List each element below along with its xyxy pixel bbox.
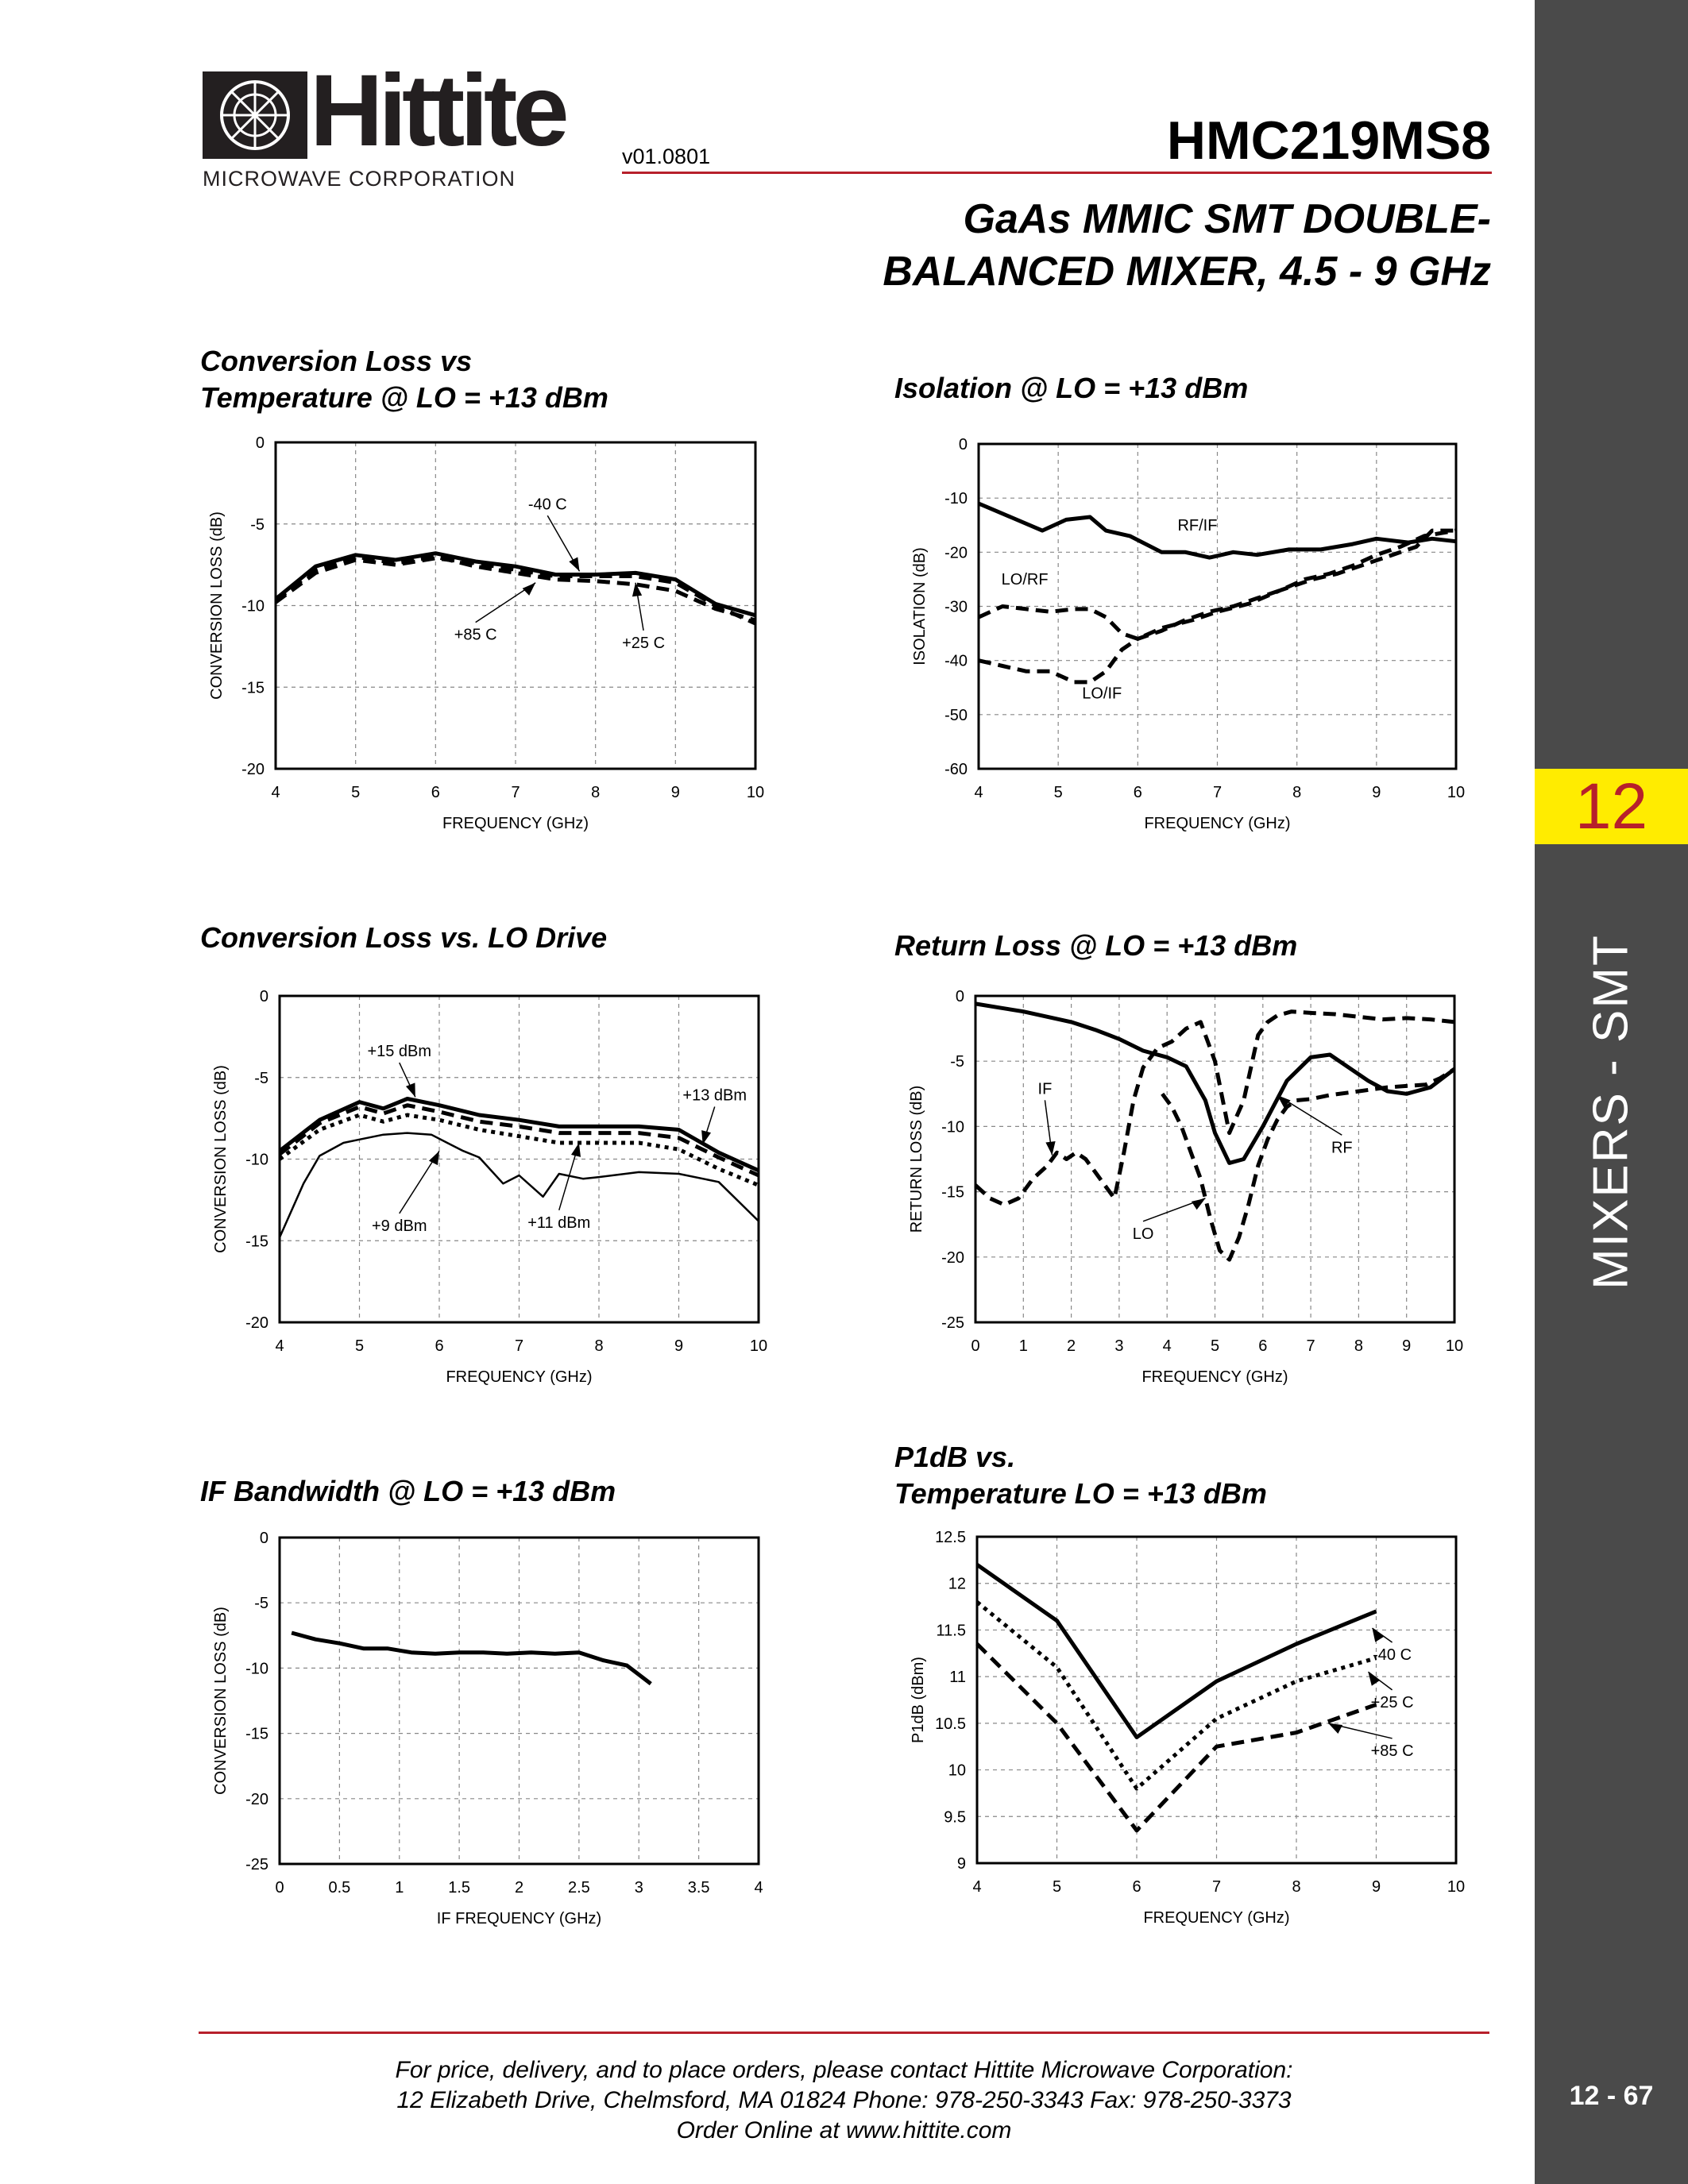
y-tick-label: 12 — [948, 1575, 966, 1593]
x-tick-label: 2 — [514, 1879, 524, 1897]
y-tick-label: 11.5 — [936, 1622, 966, 1640]
x-tick-label: 8 — [591, 784, 601, 801]
annotation-label: +11 dBm — [527, 1214, 591, 1232]
x-tick-label: 7 — [1212, 784, 1223, 801]
y-axis-label: CONVERSION LOSS (dB) — [212, 1607, 230, 1795]
x-tick-label: 2.5 — [567, 1879, 590, 1897]
annotation-label: +85 C — [454, 626, 497, 644]
annotation-arrowhead — [1372, 1628, 1383, 1642]
y-tick-label: -5 — [950, 1053, 964, 1071]
annotation-leader — [635, 583, 643, 631]
x-tick-label: 0.5 — [328, 1879, 351, 1897]
annotation-leader — [1143, 1198, 1205, 1221]
x-axis-label: FREQUENCY (GHz) — [1141, 1368, 1288, 1386]
annotation-arrowhead — [1277, 1095, 1291, 1108]
y-tick-label: 0 — [958, 436, 968, 453]
footer-rule — [199, 2032, 1489, 2034]
chart-5-title — [200, 1473, 616, 1510]
annotation-label: LO — [1132, 1225, 1154, 1243]
y-tick-label: 10.5 — [935, 1715, 966, 1733]
y-axis-label: CONVERSION LOSS (dB) — [208, 511, 226, 700]
annotation-leader — [400, 1063, 415, 1097]
x-tick-label: 6 — [431, 784, 440, 801]
y-tick-label: -20 — [944, 544, 968, 562]
annotation-leader — [559, 1143, 579, 1210]
y-tick-label: 11 — [949, 1669, 966, 1687]
c3-plot — [212, 988, 767, 1386]
x-axis-label: FREQUENCY (GHz) — [442, 815, 589, 832]
header-rule — [622, 172, 1492, 174]
y-tick-label: -15 — [245, 1725, 268, 1743]
series-line — [276, 557, 755, 620]
x-tick-label: 9 — [1402, 1337, 1412, 1355]
annotation-label: +25 C — [1370, 1693, 1414, 1711]
annotation-leader — [1372, 1628, 1392, 1642]
x-tick-label: 1.5 — [448, 1879, 471, 1897]
chart-6-title-line-1: P1dB vs. — [894, 1441, 1016, 1473]
x-tick-label: 8 — [1292, 1878, 1301, 1896]
x-tick-label: 4 — [1162, 1337, 1172, 1355]
annotation-leader — [1045, 1100, 1052, 1155]
series-line — [977, 1644, 1377, 1831]
annotation-label: -40 C — [1373, 1646, 1412, 1665]
y-tick-label: 0 — [259, 1530, 268, 1547]
x-tick-label: 5 — [351, 784, 361, 801]
annotation-label: LO/RF — [1001, 571, 1049, 589]
x-tick-label: 2 — [1067, 1337, 1076, 1355]
section-name — [1575, 934, 1647, 1290]
y-tick-label: -20 — [241, 761, 265, 778]
plot-frame — [977, 1537, 1456, 1863]
x-tick-label: 3.5 — [687, 1879, 710, 1897]
x-tick-label: 10 — [746, 784, 765, 801]
series-line — [979, 504, 1456, 558]
annotation-arrowhead — [1192, 1198, 1206, 1210]
x-tick-label: 6 — [1133, 784, 1142, 801]
annotation-arrowhead — [701, 1130, 711, 1144]
logo-subtitle: MICROWAVE CORPORATION — [203, 167, 516, 191]
x-tick-label: 8 — [594, 1337, 604, 1355]
y-tick-label: -15 — [941, 1183, 964, 1202]
y-tick-label: -50 — [944, 706, 968, 724]
y-tick-label: -10 — [245, 1660, 268, 1678]
x-tick-label: 10 — [749, 1337, 768, 1355]
y-tick-label: -5 — [254, 1069, 268, 1087]
x-axis-label: FREQUENCY (GHz) — [1143, 1909, 1290, 1927]
annotation-arrowhead — [632, 583, 642, 597]
chart-5-title-line-1: IF Bandwidth @ LO = +13 dBm — [200, 1475, 616, 1507]
annotation-label: +25 C — [622, 634, 666, 652]
annotation-arrowhead — [1368, 1672, 1380, 1685]
y-axis-label: RETURN LOSS (dB) — [908, 1085, 925, 1233]
x-tick-label: 4 — [754, 1879, 763, 1897]
annotation-arrowhead — [1045, 1141, 1055, 1156]
x-tick-label: 10 — [1447, 784, 1466, 801]
y-tick-label: -5 — [254, 1595, 268, 1613]
plot-frame — [280, 996, 759, 1322]
plot-frame — [979, 444, 1456, 769]
series-line — [276, 558, 755, 623]
y-axis-label: ISOLATION (dB) — [911, 547, 929, 666]
chart-2-title — [894, 370, 1248, 407]
x-tick-label: 0 — [971, 1337, 980, 1355]
x-tick-label: 9 — [1372, 784, 1381, 801]
series-line — [979, 531, 1456, 682]
section-name-label: MIXERS - SMT — [1583, 934, 1639, 1290]
y-tick-label: -15 — [241, 679, 265, 697]
annotation-arrowhead — [569, 557, 579, 571]
chart-4-title-line-1: Return Loss @ LO = +13 dBm — [894, 929, 1298, 962]
logo-emblem — [203, 71, 307, 159]
y-axis-label: CONVERSION LOSS (dB) — [212, 1065, 230, 1253]
y-tick-label: 12.5 — [935, 1529, 966, 1546]
x-tick-label: 10 — [1447, 1878, 1466, 1896]
annotation-arrowhead — [406, 1082, 415, 1097]
series-line — [280, 1106, 759, 1175]
y-tick-label: -25 — [941, 1314, 964, 1332]
annotation-leader — [1368, 1672, 1392, 1690]
chart-4-title — [894, 928, 1297, 964]
annotation-leader — [1328, 1723, 1392, 1738]
subtitle-line-2: BALANCED MIXER, 4.5 - 9 GHz — [883, 249, 1491, 295]
series-line — [975, 1012, 1454, 1205]
chart-6-title — [894, 1439, 1267, 1512]
annotation-arrowhead — [429, 1151, 439, 1165]
chart-1-title-line-1: Conversion Loss vs — [200, 345, 473, 377]
series-line — [975, 1004, 1454, 1163]
x-tick-label: 5 — [1210, 1337, 1220, 1355]
x-tick-label: 9 — [1371, 1878, 1381, 1896]
x-tick-label: 3 — [1114, 1337, 1124, 1355]
annotation-arrowhead — [571, 1143, 581, 1157]
y-tick-label: -15 — [245, 1233, 268, 1251]
chart-3-title-line-1: Conversion Loss vs. LO Drive — [200, 921, 608, 954]
footer-line-2: 12 Elizabeth Drive, Chelmsford, MA 01824 Phone: 978-250-3343 Fax: 978-250-3373 — [396, 2087, 1292, 2113]
x-tick-label: 5 — [1052, 1878, 1062, 1896]
annotation-label: -40 C — [527, 496, 567, 514]
y-tick-label: -20 — [245, 1314, 268, 1332]
y-tick-label: -60 — [944, 761, 968, 778]
annotation-leader — [476, 583, 536, 623]
series-line — [280, 1099, 759, 1171]
x-tick-label: 6 — [1132, 1878, 1141, 1896]
x-tick-label: 9 — [670, 784, 680, 801]
y-tick-label: -40 — [944, 652, 968, 670]
c6-plot — [910, 1529, 1465, 1927]
x-tick-label: 6 — [435, 1337, 444, 1355]
x-axis-label: FREQUENCY (GHz) — [1144, 815, 1291, 832]
y-tick-label: 10 — [948, 1761, 966, 1780]
x-tick-label: 6 — [1258, 1337, 1268, 1355]
x-tick-label: 4 — [271, 784, 280, 801]
annotation-label: +15 dBm — [367, 1043, 432, 1061]
series-line — [977, 1565, 1377, 1737]
c1-plot — [208, 434, 764, 832]
series-line — [280, 1133, 759, 1238]
y-tick-label: 0 — [259, 988, 268, 1005]
x-tick-label: 8 — [1292, 784, 1302, 801]
series-line — [1162, 1069, 1454, 1260]
page-number: 12 - 67 — [1569, 2081, 1654, 2111]
y-tick-label: 9.5 — [944, 1808, 966, 1827]
annotation-label: IF — [1037, 1080, 1053, 1098]
product-subtitle — [776, 193, 1491, 298]
annotation-arrowhead — [1328, 1723, 1342, 1734]
y-axis-label: P1dB (dBm) — [910, 1657, 927, 1743]
plot-frame — [276, 442, 755, 769]
c5-plot — [212, 1530, 763, 1927]
x-tick-label: 7 — [511, 784, 520, 801]
chart-1-title-line-2: Temperature @ LO = +13 dBm — [200, 381, 608, 414]
x-axis-label: FREQUENCY (GHz) — [446, 1368, 593, 1386]
annotation-leader — [703, 1107, 715, 1144]
y-tick-label: -20 — [245, 1790, 268, 1808]
annotation-label: LO/IF — [1082, 685, 1122, 703]
annotation-arrowhead — [523, 583, 535, 596]
x-tick-label: 3 — [634, 1879, 643, 1897]
series-line — [977, 1602, 1377, 1788]
x-tick-label: 9 — [674, 1337, 684, 1355]
x-tick-label: 0 — [275, 1879, 284, 1897]
x-tick-label: 7 — [1306, 1337, 1315, 1355]
part-number: HMC219MS8 — [1166, 110, 1491, 171]
y-tick-label: -10 — [241, 597, 265, 615]
y-tick-label: -10 — [245, 1151, 268, 1169]
y-tick-label: -25 — [245, 1856, 268, 1873]
chart-3-title — [200, 920, 607, 956]
footer-line-3: Order Online at www.hittite.com — [676, 2117, 1012, 2143]
version-label: v01.0801 — [622, 145, 711, 168]
x-tick-label: 4 — [974, 784, 983, 801]
x-tick-label: 8 — [1354, 1337, 1363, 1355]
series-line — [276, 554, 755, 615]
x-tick-label: 4 — [972, 1878, 982, 1896]
y-tick-label: -5 — [250, 515, 265, 534]
x-tick-label: 7 — [1211, 1878, 1222, 1896]
y-tick-label: -10 — [941, 1118, 964, 1136]
footer-line-1: For price, delivery, and to place orders, please contact Hittite Microwave Corporation: — [395, 2057, 1293, 2083]
x-tick-label: 10 — [1445, 1337, 1464, 1355]
logo-wordmark: Hittite — [310, 54, 565, 168]
x-tick-label: 1 — [1018, 1337, 1028, 1355]
annotation-leader — [400, 1151, 439, 1214]
plot-frame — [975, 996, 1454, 1322]
y-tick-label: -30 — [944, 598, 968, 616]
annotation-label: +13 dBm — [682, 1086, 747, 1105]
x-tick-label: 5 — [1053, 784, 1063, 801]
chart-6-title-line-2: Temperature LO = +13 dBm — [894, 1477, 1267, 1510]
annotation-leader — [1277, 1095, 1342, 1135]
subtitle-line-1: GaAs MMIC SMT DOUBLE- — [963, 196, 1491, 242]
series-line — [280, 1115, 759, 1185]
annotation-leader — [547, 515, 579, 571]
section-number: 12 — [1574, 770, 1648, 843]
x-tick-label: 7 — [514, 1337, 524, 1355]
chart-2-title-line-1: Isolation @ LO = +13 dBm — [894, 372, 1249, 404]
x-axis-label: IF FREQUENCY (GHz) — [436, 1910, 602, 1927]
y-tick-label: -10 — [944, 490, 968, 508]
c2-plot — [911, 436, 1465, 832]
plot-frame — [280, 1538, 759, 1864]
y-tick-label: 0 — [955, 988, 964, 1005]
series-line — [292, 1633, 651, 1684]
series-line — [979, 531, 1456, 639]
y-tick-label: -20 — [941, 1248, 964, 1267]
x-tick-label: 1 — [395, 1879, 404, 1897]
c4-plot — [908, 988, 1463, 1386]
logo-emblem-icon — [203, 71, 307, 159]
y-tick-label: 9 — [956, 1855, 966, 1873]
x-tick-label: 4 — [275, 1337, 284, 1355]
y-tick-label: 0 — [255, 434, 265, 452]
annotation-label: +85 C — [1370, 1742, 1414, 1760]
x-tick-label: 5 — [354, 1337, 365, 1355]
chart-1-title — [200, 343, 608, 416]
annotation-label: +9 dBm — [372, 1217, 427, 1235]
annotation-label: RF/IF — [1177, 517, 1218, 535]
annotation-label: RF — [1331, 1139, 1353, 1157]
